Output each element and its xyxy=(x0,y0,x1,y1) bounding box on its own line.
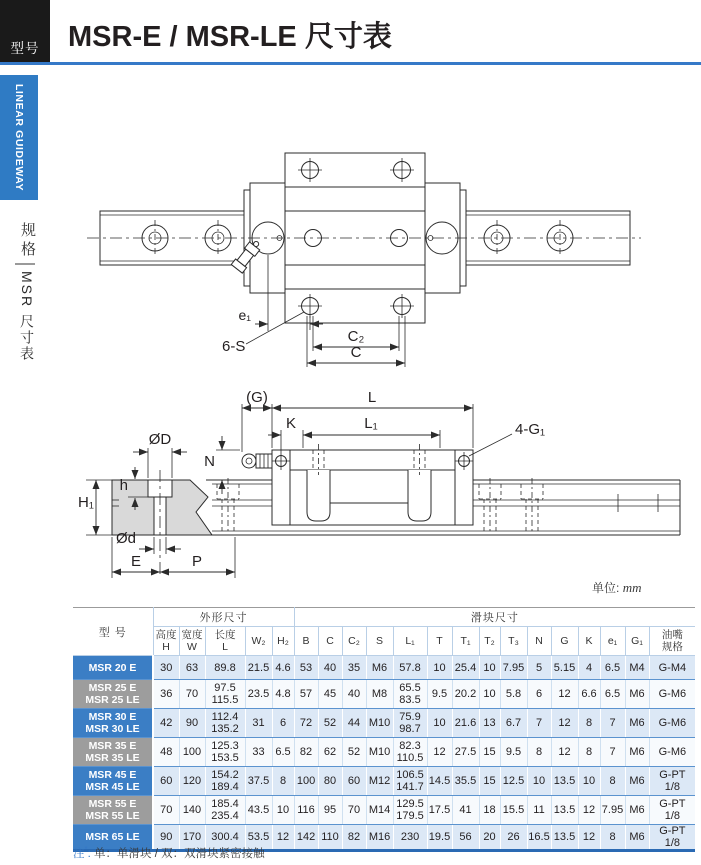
value-cell: M6 xyxy=(625,738,649,767)
value-cell: M8 xyxy=(366,680,393,709)
column-header-14: N xyxy=(527,627,551,656)
column-header-11: T₁ xyxy=(452,627,479,656)
value-cell: 4.6 xyxy=(272,656,294,680)
value-cell: 8 xyxy=(578,709,600,738)
value-cell: 300.4 xyxy=(205,825,245,851)
value-cell: 106.5 141.7 xyxy=(393,767,427,796)
dimension-table xyxy=(73,607,695,852)
group-header-row xyxy=(73,608,695,627)
value-cell: 60 xyxy=(342,767,366,796)
title-divider xyxy=(0,62,701,65)
value-cell: M6 xyxy=(625,796,649,825)
table-row-1 xyxy=(73,680,695,709)
value-cell: 142 xyxy=(294,825,318,851)
group-header-outer-dims: 外形尺寸 xyxy=(153,608,294,627)
side-view-diagram xyxy=(78,382,693,602)
value-cell: 12 xyxy=(578,825,600,851)
value-cell: 5 xyxy=(527,656,551,680)
value-cell: 20.2 xyxy=(452,680,479,709)
value-cell: M14 xyxy=(366,796,393,825)
column-header-4: H₂ xyxy=(272,627,294,656)
value-cell: 116 xyxy=(294,796,318,825)
value-cell: 8 xyxy=(600,767,625,796)
value-cell: 6.6 xyxy=(578,680,600,709)
column-header-12: T₂ xyxy=(479,627,500,656)
value-cell: 12 xyxy=(427,738,452,767)
value-cell: 40 xyxy=(318,656,342,680)
group-header-block-dims: 滑块尺寸 xyxy=(294,608,695,627)
value-cell: 21.6 xyxy=(452,709,479,738)
value-cell: 4.8 xyxy=(272,680,294,709)
value-cell: M10 xyxy=(366,709,393,738)
value-cell: 53.5 xyxy=(245,825,272,851)
value-cell: 8 xyxy=(578,738,600,767)
value-cell: 185.4 235.4 xyxy=(205,796,245,825)
dim-label-od-small: Ød xyxy=(115,530,136,547)
table-row-0 xyxy=(73,656,695,680)
value-cell: 62 xyxy=(318,738,342,767)
value-cell: 13.5 xyxy=(551,767,578,796)
value-cell: 43.5 xyxy=(245,796,272,825)
value-cell: 112.4 135.2 xyxy=(205,709,245,738)
value-cell: 15 xyxy=(479,767,500,796)
value-cell: G-M4 xyxy=(649,656,695,680)
value-cell: 8 xyxy=(527,738,551,767)
value-cell: G-PT 1/8 xyxy=(649,825,695,851)
value-cell: 170 xyxy=(179,825,205,851)
value-cell: M12 xyxy=(366,767,393,796)
column-header-15: G xyxy=(551,627,578,656)
value-cell: 70 xyxy=(342,796,366,825)
column-header-0: 高度 H xyxy=(153,627,179,656)
value-cell: 125.3 153.5 xyxy=(205,738,245,767)
value-cell: 7.95 xyxy=(500,656,527,680)
value-cell: 12 xyxy=(551,709,578,738)
value-cell: 6.7 xyxy=(500,709,527,738)
model-cell: MSR 25 E MSR 25 LE xyxy=(73,680,153,709)
value-cell: G-M6 xyxy=(649,738,695,767)
value-cell: 6 xyxy=(272,709,294,738)
value-cell: G-M6 xyxy=(649,709,695,738)
sidebar-section-label: 规格 xyxy=(19,222,36,260)
value-cell: 9.5 xyxy=(427,680,452,709)
value-cell: 6.5 xyxy=(272,738,294,767)
dim-label-l: L xyxy=(367,389,377,406)
value-cell: 4 xyxy=(578,656,600,680)
dim-label-od: ØD xyxy=(148,431,172,448)
value-cell: 13.5 xyxy=(551,825,578,851)
value-cell: 8 xyxy=(272,767,294,796)
column-header-16: K xyxy=(578,627,600,656)
value-cell: 19.5 xyxy=(427,825,452,851)
value-cell: 56 xyxy=(452,825,479,851)
value-cell: 30 xyxy=(153,656,179,680)
dim-label-e1: e₁ xyxy=(238,307,251,323)
value-cell: 42 xyxy=(153,709,179,738)
value-cell: 120 xyxy=(179,767,205,796)
value-cell: 33 xyxy=(245,738,272,767)
value-cell: 60 xyxy=(153,767,179,796)
value-cell: 75.9 98.7 xyxy=(393,709,427,738)
value-cell: 6.5 xyxy=(600,680,625,709)
value-cell: 17.5 xyxy=(427,796,452,825)
dim-label-n: N xyxy=(204,453,215,470)
value-cell: 80 xyxy=(318,767,342,796)
value-cell: G-PT 1/8 xyxy=(649,767,695,796)
column-header-1: 宽度 W xyxy=(179,627,205,656)
value-cell: 35 xyxy=(342,656,366,680)
table-row-4 xyxy=(73,767,695,796)
value-cell: 37.5 xyxy=(245,767,272,796)
top-view-diagram xyxy=(85,140,645,380)
value-cell: 6 xyxy=(527,680,551,709)
dim-label-h1: H₁ xyxy=(78,494,94,511)
value-cell: 48 xyxy=(153,738,179,767)
value-cell: 82 xyxy=(342,825,366,851)
value-cell: 45 xyxy=(318,680,342,709)
value-cell: 9.5 xyxy=(500,738,527,767)
value-cell: 5.15 xyxy=(551,656,578,680)
value-cell: 23.5 xyxy=(245,680,272,709)
value-cell: 10 xyxy=(479,656,500,680)
dim-label-e: E xyxy=(130,553,142,570)
value-cell: 7 xyxy=(527,709,551,738)
value-cell: 140 xyxy=(179,796,205,825)
value-cell: 6.5 xyxy=(600,656,625,680)
grease-nipple-side xyxy=(242,454,272,468)
unit-note-value: mm xyxy=(622,580,642,595)
value-cell: 36 xyxy=(153,680,179,709)
value-cell: 95 xyxy=(318,796,342,825)
value-cell: 52 xyxy=(318,709,342,738)
value-cell: 20 xyxy=(479,825,500,851)
model-cell: MSR 35 E MSR 35 LE xyxy=(73,738,153,767)
value-cell: 27.5 xyxy=(452,738,479,767)
value-cell: M6 xyxy=(625,680,649,709)
column-header-3: W₂ xyxy=(245,627,272,656)
value-cell: G-M6 xyxy=(649,680,695,709)
footnote xyxy=(73,845,265,861)
value-cell: M16 xyxy=(366,825,393,851)
dim-label-h: h xyxy=(119,477,128,494)
value-cell: 12.5 xyxy=(500,767,527,796)
value-cell: 82 xyxy=(294,738,318,767)
value-cell: 7.95 xyxy=(600,796,625,825)
unit-note xyxy=(592,579,641,596)
value-cell: 15.5 xyxy=(500,796,527,825)
dim-label-c: C xyxy=(350,344,362,361)
value-cell: 12 xyxy=(551,680,578,709)
value-cell: 5.8 xyxy=(500,680,527,709)
value-cell: 53 xyxy=(294,656,318,680)
column-header-10: T xyxy=(427,627,452,656)
table-row-5 xyxy=(73,796,695,825)
value-cell: 7 xyxy=(600,738,625,767)
value-cell: 10 xyxy=(272,796,294,825)
value-cell: 15 xyxy=(479,738,500,767)
page-title: MSR-E / MSR-LE 尺寸表 xyxy=(68,21,392,53)
column-header-9: L₁ xyxy=(393,627,427,656)
model-tab xyxy=(0,0,50,62)
value-cell: 12 xyxy=(272,825,294,851)
value-cell: 129.5 179.5 xyxy=(393,796,427,825)
table-row-3 xyxy=(73,738,695,767)
value-cell: 40 xyxy=(342,680,366,709)
column-header-6: C xyxy=(318,627,342,656)
value-cell: 7 xyxy=(600,709,625,738)
dim-label-6s: 6-S xyxy=(222,338,246,355)
model-tab-label: 型号 xyxy=(10,41,40,56)
footnote-marker: 注*: xyxy=(73,845,91,860)
value-cell: 70 xyxy=(153,796,179,825)
model-cell: MSR 55 E MSR 55 LE xyxy=(73,796,153,825)
value-cell: 13.5 xyxy=(551,796,578,825)
column-header-5: B xyxy=(294,627,318,656)
value-cell: 57.8 xyxy=(393,656,427,680)
value-cell: 72 xyxy=(294,709,318,738)
model-cell: MSR 30 E MSR 30 LE xyxy=(73,709,153,738)
value-cell: M6 xyxy=(625,709,649,738)
value-cell: 12 xyxy=(578,796,600,825)
footnote-text: 单：单滑块 / 双：双滑块紧密接触 xyxy=(94,848,265,860)
dim-label-p: P xyxy=(191,553,203,570)
column-header-19: 油嘴 规格 xyxy=(649,627,695,656)
group-header-model: 型 号 xyxy=(73,608,153,656)
model-cell: MSR 20 E xyxy=(73,656,153,680)
column-header-8: S xyxy=(366,627,393,656)
value-cell: G-PT 1/8 xyxy=(649,796,695,825)
dim-label-c2: C₂ xyxy=(347,328,365,345)
value-cell: M6 xyxy=(625,825,649,851)
value-cell: 63 xyxy=(179,656,205,680)
column-header-row xyxy=(73,627,695,656)
value-cell: 100 xyxy=(294,767,318,796)
value-cell: 11 xyxy=(527,796,551,825)
dim-label-k: K xyxy=(285,415,297,432)
value-cell: 10 xyxy=(427,709,452,738)
value-cell: 57 xyxy=(294,680,318,709)
value-cell: 10 xyxy=(479,680,500,709)
value-cell: 12 xyxy=(551,738,578,767)
unit-note-prefix: 单位: xyxy=(592,581,620,595)
value-cell: 35.5 xyxy=(452,767,479,796)
value-cell: 18 xyxy=(479,796,500,825)
block-side-view xyxy=(272,444,473,525)
value-cell: 230 xyxy=(393,825,427,851)
value-cell: 10 xyxy=(427,656,452,680)
value-cell: 10 xyxy=(578,767,600,796)
value-cell: 41 xyxy=(452,796,479,825)
value-cell: 154.2 189.4 xyxy=(205,767,245,796)
column-header-13: T₃ xyxy=(500,627,527,656)
value-cell: 10 xyxy=(527,767,551,796)
model-cell: MSR 45 E MSR 45 LE xyxy=(73,767,153,796)
value-cell: 90 xyxy=(179,709,205,738)
table-row-2 xyxy=(73,709,695,738)
dim-label-l1: L₁ xyxy=(364,415,378,432)
value-cell: 82.3 110.5 xyxy=(393,738,427,767)
sidebar-subsection-label: MSR 尺寸表 xyxy=(19,271,35,362)
value-cell: 26 xyxy=(500,825,527,851)
dim-label-4g1: 4-G₁ xyxy=(515,421,546,438)
column-header-18: G₁ xyxy=(625,627,649,656)
value-cell: 65.5 83.5 xyxy=(393,680,427,709)
table-head xyxy=(73,608,695,656)
model-cell: MSR 65 LE xyxy=(73,825,153,851)
value-cell: 110 xyxy=(318,825,342,851)
value-cell: 44 xyxy=(342,709,366,738)
value-cell: 89.8 xyxy=(205,656,245,680)
value-cell: M6 xyxy=(366,656,393,680)
value-cell: 70 xyxy=(179,680,205,709)
sidebar-section-divider xyxy=(15,263,35,265)
value-cell: M10 xyxy=(366,738,393,767)
value-cell: 14.5 xyxy=(427,767,452,796)
sidebar-brand-label: LINEAR GUIDEWAY xyxy=(13,83,25,192)
value-cell: M4 xyxy=(625,656,649,680)
value-cell: 97.5 115.5 xyxy=(205,680,245,709)
column-header-2: 长度 L xyxy=(205,627,245,656)
column-header-7: C₂ xyxy=(342,627,366,656)
column-header-17: e₁ xyxy=(600,627,625,656)
value-cell: 8 xyxy=(600,825,625,851)
value-cell: 100 xyxy=(179,738,205,767)
value-cell: 90 xyxy=(153,825,179,851)
value-cell: 16.5 xyxy=(527,825,551,851)
value-cell: 31 xyxy=(245,709,272,738)
value-cell: 13 xyxy=(479,709,500,738)
value-cell: 52 xyxy=(342,738,366,767)
value-cell: 25.4 xyxy=(452,656,479,680)
value-cell: M6 xyxy=(625,767,649,796)
value-cell: 21.5 xyxy=(245,656,272,680)
dim-label-g: (G) xyxy=(246,389,268,406)
table-body xyxy=(73,656,695,851)
